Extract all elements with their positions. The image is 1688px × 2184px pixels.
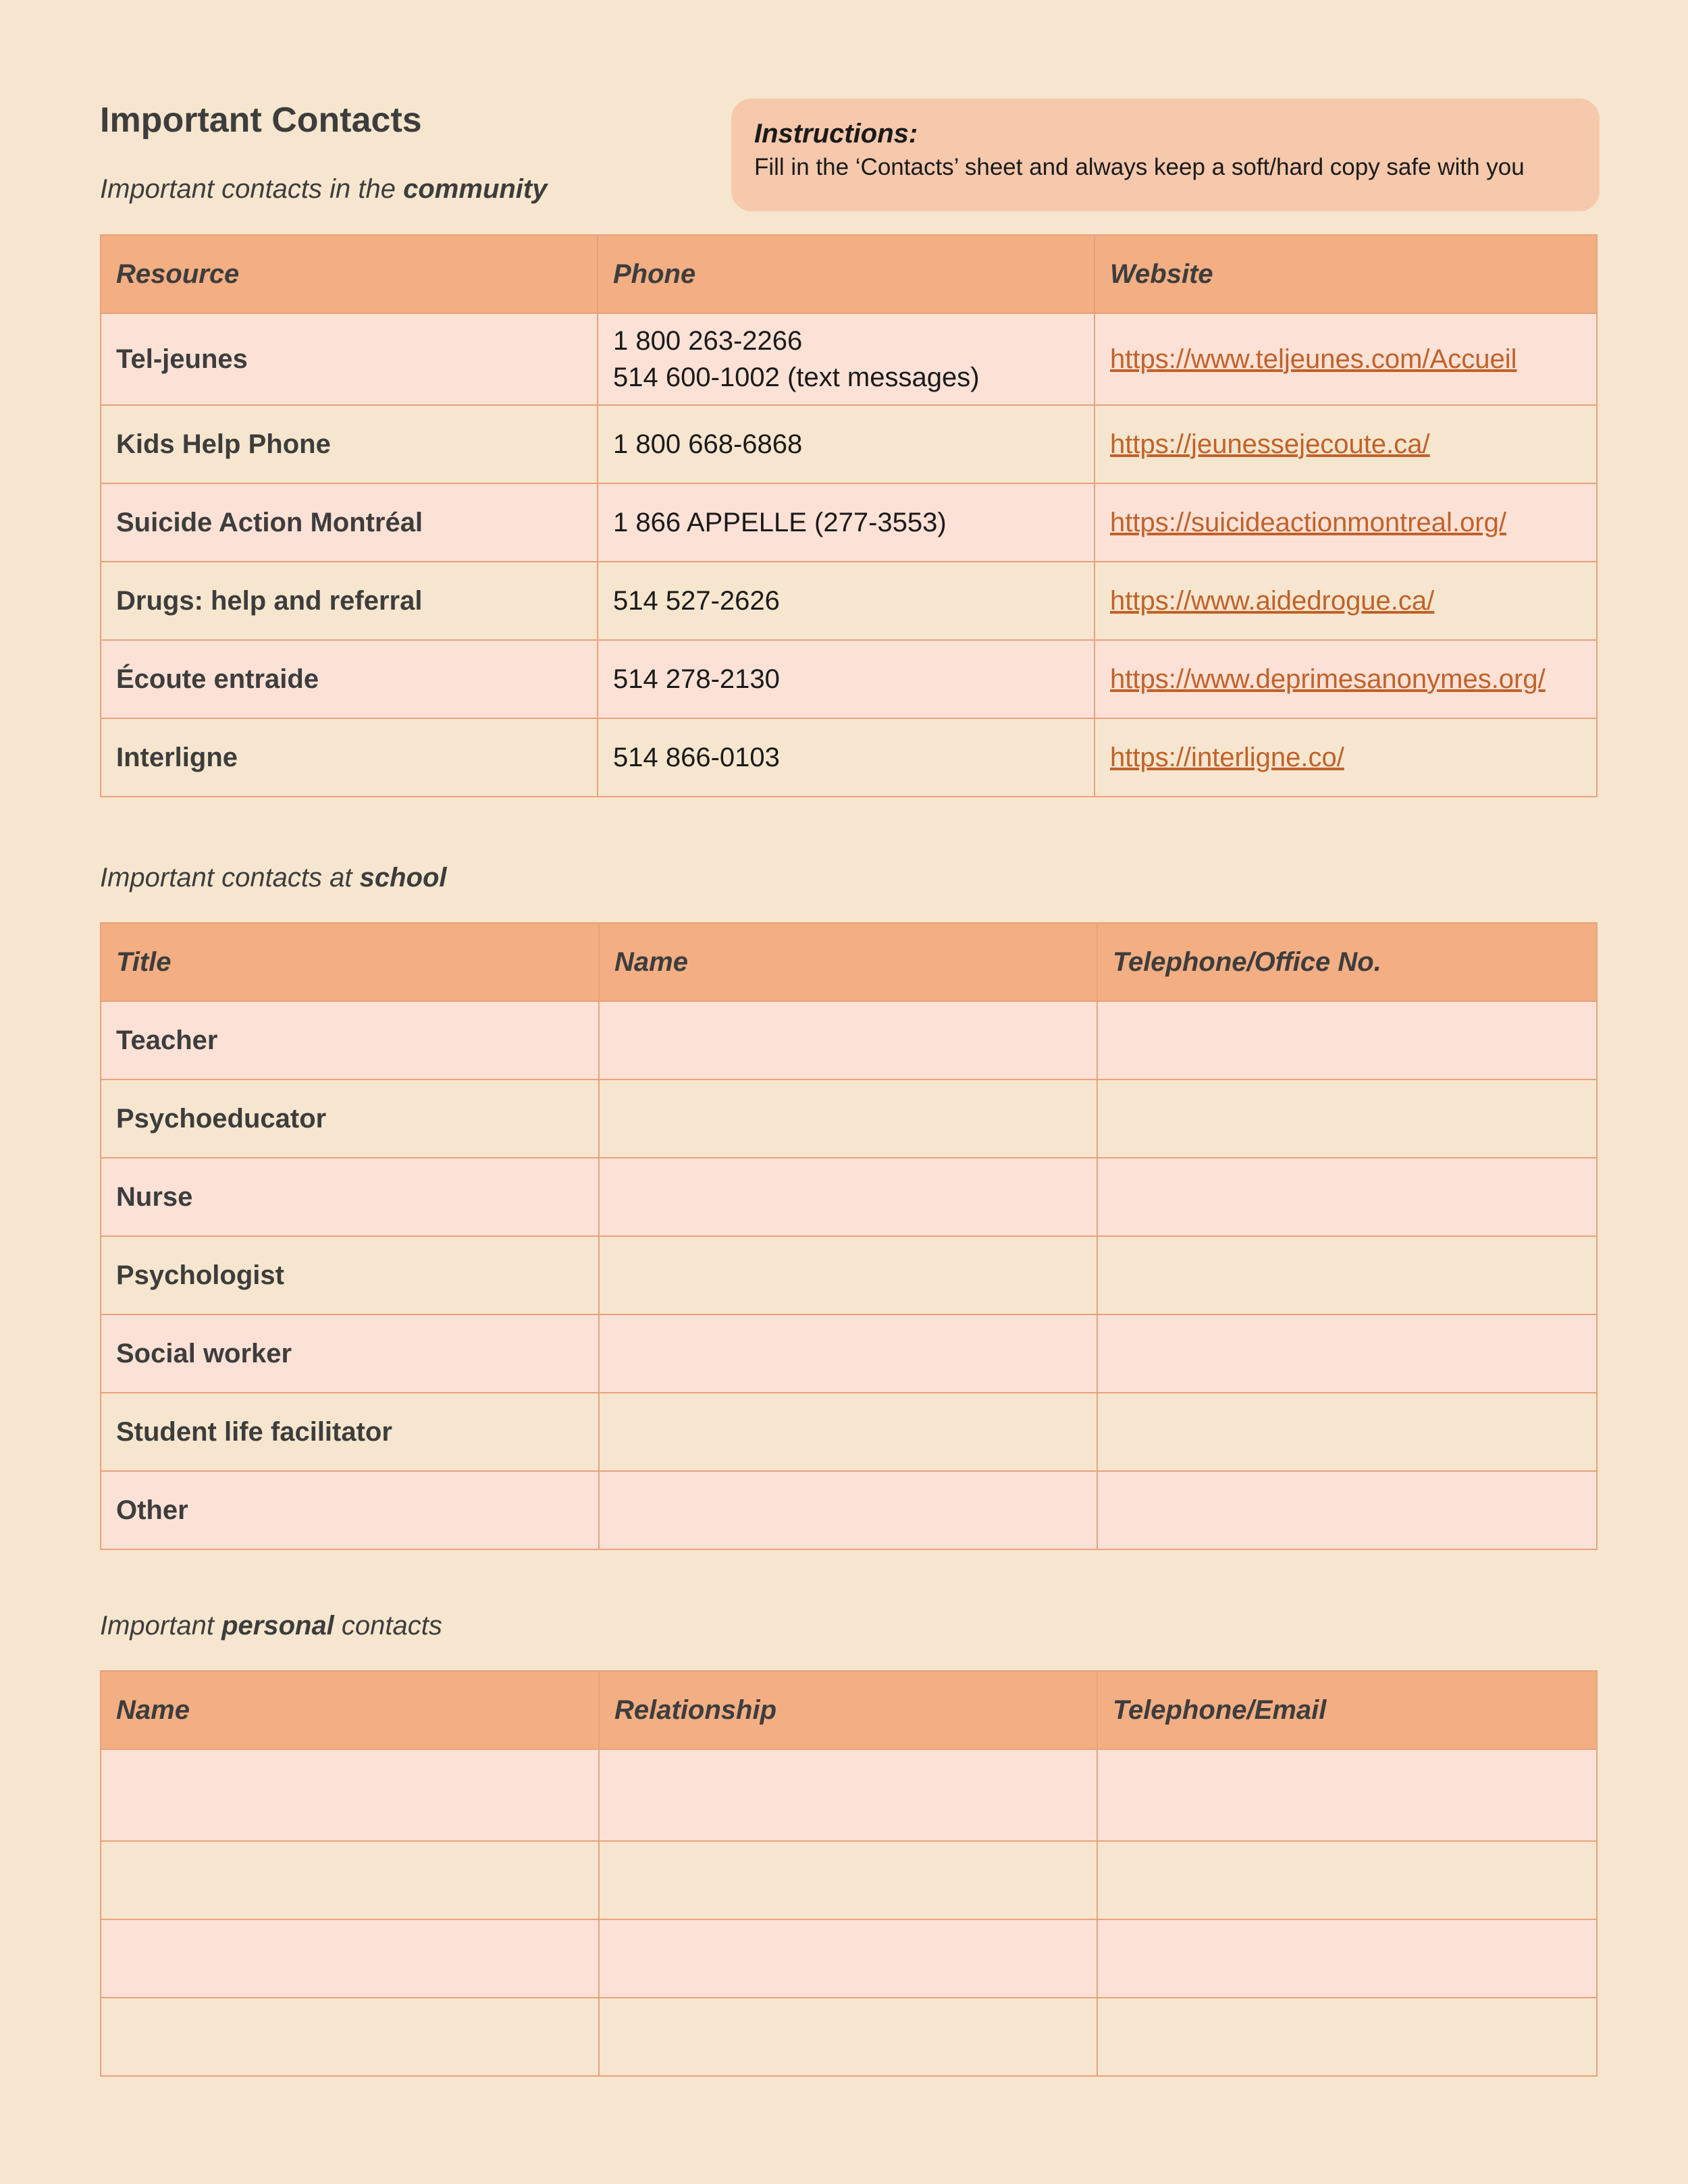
- relationship-input-cell[interactable]: [599, 1841, 1097, 1919]
- name-input-cell[interactable]: [101, 1749, 599, 1841]
- table-row: [101, 1841, 1597, 1919]
- relationship-input-cell[interactable]: [599, 1998, 1097, 2076]
- col-header-resource: Resource: [101, 235, 598, 313]
- phone-line: 1 800 263-2266: [613, 326, 803, 356]
- personal-header-row: [101, 1671, 1597, 1749]
- personal-table: [100, 1670, 1598, 2077]
- table-row: [101, 640, 1597, 718]
- name-input-cell[interactable]: [101, 1841, 599, 1919]
- personal-caption-suffix: contacts: [334, 1611, 442, 1641]
- school-caption: [100, 863, 447, 893]
- table-row: [101, 1919, 1597, 1998]
- table-row: [101, 562, 1597, 640]
- phone-line: 514 278-2130: [613, 664, 780, 694]
- col-header-name: Name: [101, 1671, 599, 1749]
- telephone-input-cell[interactable]: [1097, 1236, 1597, 1314]
- relationship-input-cell[interactable]: [599, 1749, 1097, 1841]
- title-cell: Nurse: [101, 1158, 599, 1236]
- phone-cell: [598, 483, 1094, 562]
- col-header-relationship: Relationship: [599, 1671, 1097, 1749]
- telephone-input-cell[interactable]: [1097, 1001, 1597, 1080]
- website-cell: [1094, 313, 1597, 405]
- telephone-input-cell[interactable]: [1097, 1471, 1597, 1549]
- table-row: [101, 483, 1597, 562]
- personal-caption-prefix: Important: [100, 1611, 222, 1641]
- phone-line: 1 866 APPELLE (277-3553): [613, 508, 947, 537]
- phone-line: 514 866-0103: [613, 743, 780, 772]
- resource-cell: Kids Help Phone: [101, 405, 598, 483]
- phone-line: 1 800 668-6868: [613, 429, 803, 459]
- col-header-phone: Phone: [598, 235, 1094, 313]
- instructions-text: Fill in the ‘Contacts’ sheet and always keep a soft/hard copy safe with you: [754, 154, 1525, 180]
- phone-cell: [598, 640, 1094, 718]
- relationship-input-cell[interactable]: [599, 1919, 1097, 1998]
- website-link[interactable]: https://www.teljeunes.com/Accueil: [1110, 344, 1517, 374]
- name-input-cell[interactable]: [599, 1080, 1097, 1158]
- table-row: [101, 313, 1597, 405]
- phone-cell: [598, 718, 1094, 797]
- table-row: [101, 1471, 1597, 1549]
- community-caption-prefix: Important contacts in the: [100, 174, 404, 204]
- website-cell: [1094, 483, 1597, 562]
- name-input-cell[interactable]: [101, 1919, 599, 1998]
- school-caption-prefix: Important contacts at: [100, 863, 360, 893]
- personal-caption: [100, 1611, 442, 1641]
- title-cell: Psychoeducator: [101, 1080, 599, 1158]
- name-input-cell[interactable]: [101, 1998, 599, 2076]
- personal-caption-bold: personal: [221, 1611, 334, 1641]
- community-header-row: [101, 235, 1597, 313]
- title-cell: Teacher: [101, 1001, 599, 1080]
- table-row: [101, 1236, 1597, 1314]
- community-table: [100, 234, 1598, 797]
- telephone-email-input-cell[interactable]: [1097, 1749, 1597, 1841]
- table-row: [101, 1998, 1597, 2076]
- telephone-email-input-cell[interactable]: [1097, 1919, 1597, 1998]
- table-row: [101, 405, 1597, 483]
- col-header-title: Title: [101, 923, 599, 1001]
- telephone-email-input-cell[interactable]: [1097, 1841, 1597, 1919]
- col-header-name: Name: [599, 923, 1097, 1001]
- school-header-row: [101, 923, 1597, 1001]
- name-input-cell[interactable]: [599, 1314, 1097, 1393]
- phone-line: 514 600-1002 (text messages): [613, 363, 980, 392]
- title-cell: Social worker: [101, 1314, 599, 1393]
- phone-cell: [598, 313, 1094, 405]
- title-cell: Other: [101, 1471, 599, 1549]
- resource-cell: Suicide Action Montréal: [101, 483, 598, 562]
- table-row: [101, 1080, 1597, 1158]
- telephone-email-input-cell[interactable]: [1097, 1998, 1597, 2076]
- col-header-telephone-email: Telephone/Email: [1097, 1671, 1597, 1749]
- resource-cell: Écoute entraide: [101, 640, 598, 718]
- table-row: [101, 1158, 1597, 1236]
- table-row: [101, 1314, 1597, 1393]
- title-cell: Student life facilitator: [101, 1393, 599, 1471]
- instructions-title: Instructions:: [754, 119, 918, 149]
- website-link[interactable]: https://www.aidedrogue.ca/: [1110, 585, 1435, 616]
- telephone-input-cell[interactable]: [1097, 1314, 1597, 1393]
- col-header-telephone-office: Telephone/Office No.: [1097, 923, 1597, 1001]
- resource-cell: Interligne: [101, 718, 598, 797]
- instructions-box: [731, 99, 1600, 211]
- website-link[interactable]: https://jeunessejecoute.ca/: [1110, 429, 1430, 459]
- phone-cell: [598, 562, 1094, 640]
- telephone-input-cell[interactable]: [1097, 1393, 1597, 1471]
- name-input-cell[interactable]: [599, 1236, 1097, 1314]
- phone-cell: [598, 405, 1094, 483]
- community-caption: [100, 174, 547, 205]
- website-cell: [1094, 640, 1597, 718]
- col-header-website: Website: [1094, 235, 1597, 313]
- website-link[interactable]: https://interligne.co/: [1110, 742, 1344, 772]
- website-link[interactable]: https://suicideactionmontreal.org/: [1110, 507, 1506, 537]
- school-table: [100, 922, 1598, 1550]
- website-cell: [1094, 562, 1597, 640]
- phone-line: 514 527-2626: [613, 586, 780, 616]
- resource-cell: Tel-jeunes: [101, 313, 598, 405]
- name-input-cell[interactable]: [599, 1393, 1097, 1471]
- website-link[interactable]: https://www.deprimesanonymes.org/: [1110, 664, 1546, 694]
- website-cell: [1094, 718, 1597, 797]
- telephone-input-cell[interactable]: [1097, 1158, 1597, 1236]
- community-caption-bold: community: [403, 174, 548, 204]
- title-cell: Psychologist: [101, 1236, 599, 1314]
- table-row: [101, 718, 1597, 797]
- telephone-input-cell[interactable]: [1097, 1080, 1597, 1158]
- table-row: [101, 1001, 1597, 1080]
- table-row: [101, 1749, 1597, 1841]
- school-caption-bold: school: [359, 863, 447, 893]
- name-input-cell[interactable]: [599, 1158, 1097, 1236]
- name-input-cell[interactable]: [599, 1001, 1097, 1080]
- name-input-cell[interactable]: [599, 1471, 1097, 1549]
- page-title: Important Contacts: [100, 101, 422, 140]
- website-cell: [1094, 405, 1597, 483]
- resource-cell: Drugs: help and referral: [101, 562, 598, 640]
- table-row: [101, 1393, 1597, 1471]
